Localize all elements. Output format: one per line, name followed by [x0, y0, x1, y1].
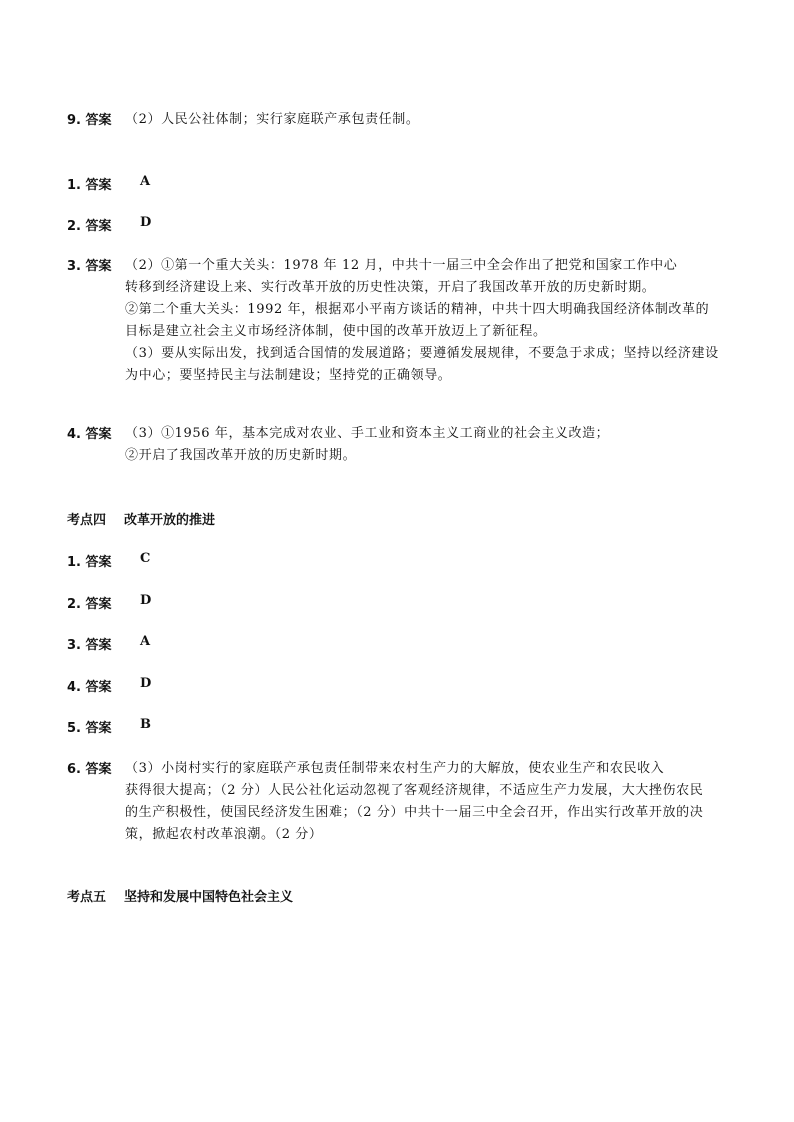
section-label: 考点四: [67, 513, 107, 528]
item-number: 1. 答案: [67, 555, 112, 570]
answer-choice: D: [140, 215, 152, 230]
answer-line: （2）①第一个重大关头：1978 年 12 月，中共十一届三中全会作出了把党和国家工作中心: [125, 258, 678, 273]
item-number: 9. 答案: [67, 113, 112, 128]
answer-line: 为中心；要坚持民主与法制建设；坚持党的正确领导。: [125, 368, 452, 383]
answer-line: 转移到经济建设上来、实行改革开放的历史性决策，开启了我国改革开放的历史新时期。: [125, 280, 656, 295]
item-number: 3. 答案: [67, 259, 112, 274]
section-heading-5: [67, 886, 293, 905]
answer-line: （3）小岗村实行的家庭联产承包责任制带来农村生产力的大解放，使农业生产和农民收入: [125, 761, 665, 776]
item-number: 2. 答案: [67, 219, 112, 234]
item-number: 4. 答案: [67, 680, 112, 695]
item-number: 5. 答案: [67, 721, 112, 736]
item-number: 3. 答案: [67, 638, 112, 653]
answer-choice: B: [140, 717, 151, 732]
section-title: 坚持和发展中国特色社会主义: [124, 890, 294, 905]
answer-choice: C: [140, 551, 151, 566]
answer-choice: D: [140, 593, 152, 608]
answer-line: （3）要从实际出发，找到适合国情的发展道路；要遵循发展规律，不要急于求成；坚持以经济建设: [125, 346, 719, 361]
answer-line: ②第二个重大关头：1992 年，根据邓小平南方谈话的精神，中共十四大明确我国经济体制改革的: [125, 302, 710, 317]
section-heading-4: [67, 509, 215, 528]
answer-line: 获得很大提高；（2 分）人民公社化运动忽视了客观经济规律，不适应生产力发展，大大挫伤农民: [125, 783, 704, 798]
answer-line: 策，掀起农村改革浪潮。（2 分）: [125, 827, 323, 842]
item-number: 1. 答案: [67, 178, 112, 193]
item-body: [125, 109, 665, 131]
section-title: 改革开放的推进: [124, 513, 216, 528]
item-number: 4. 答案: [67, 427, 112, 442]
answer-line: （3）①1956 年，基本完成对农业、手工业和资本主义工商业的社会主义改造；: [125, 426, 610, 441]
answer-line: 的生产积极性，使国民经济发生困难；（2 分）中共十一届三中全会召开，作出实行改革开放的决: [125, 805, 704, 820]
answer-line: ②开启了我国改革开放的历史新时期。: [125, 448, 357, 463]
item-body: [125, 255, 719, 387]
answer-line: 目标是建立社会主义市场经济体制，使中国的改革开放迈上了新征程。: [125, 324, 547, 339]
section-label: 考点五: [67, 890, 107, 905]
item-number: 2. 答案: [67, 597, 112, 612]
answer-choice: D: [140, 676, 152, 691]
answer-line: （2）人民公社体制；实行家庭联产承包责任制。: [125, 112, 420, 127]
answer-choice: A: [140, 174, 151, 189]
item-body: [125, 423, 665, 467]
item-body: [125, 758, 704, 846]
item-number: 6. 答案: [67, 762, 112, 777]
answer-choice: A: [140, 634, 151, 649]
